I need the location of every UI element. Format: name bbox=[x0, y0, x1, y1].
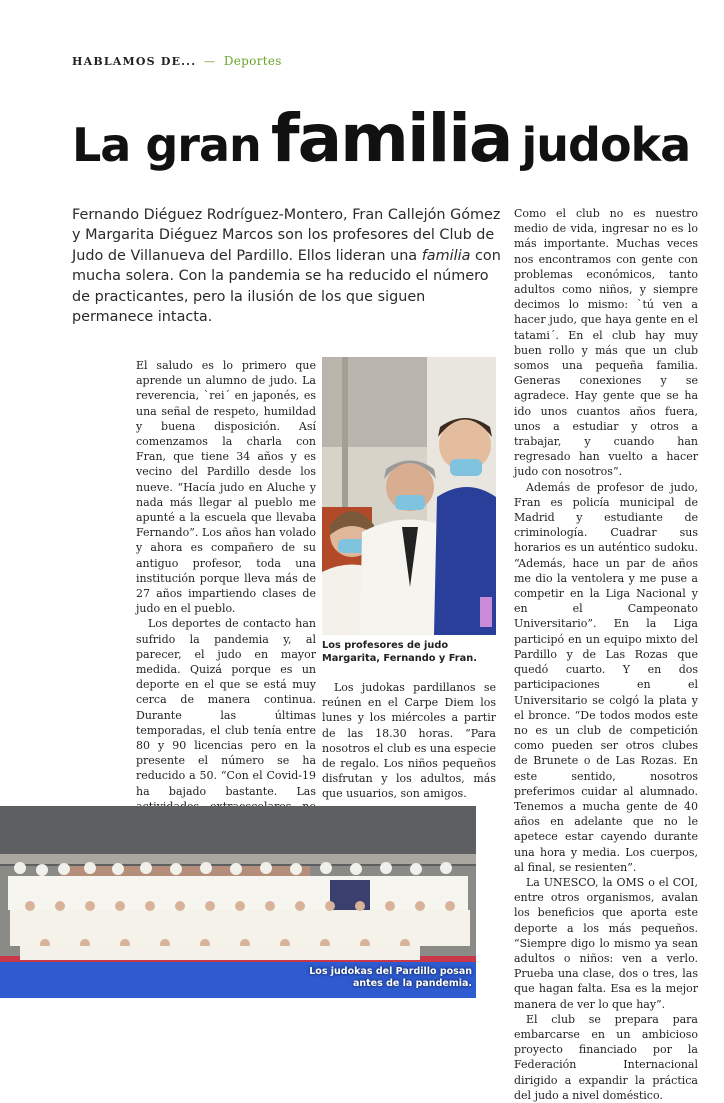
paragraph: La UNESCO, la OMS o el COI, entre otros organismos, avalan los beneficios que aporta este deporte a los más pequeños. “Siempre digo lo mismo ya sean adultos o niños: ven a verlo. Prueba una clase, dos o tres, las que hagan falta. Esa es la mejor manera de ver lo que hay”. bbox=[514, 875, 698, 1011]
group-photo-caption bbox=[309, 966, 472, 990]
paragraph: Además de profesor de judo, Fran es policía municipal de Madrid y estudiante de criminología. Cuadrar sus horarios es un auténtico sudoku. “Además, hace un par de años me dio la ventolera y me puse a competir en la Liga Nacional y en el Campeonato Universitario”. En la Liga participó en un equipo mixto del Pardillo y de Las Rozas que quedó cuarto. Y en dos participaciones en el Universitario se colgó la plata y el bronce. “De todos modos este no es un club de competición como pueden ser otros clubes de Brunete o de Las Rozas. En este sentido, nosotros preferimos cuidar al alumnado. Tenemos a mucha gente de 40 años en adelante que no le apetece estar cayendo durante una hora y media. Los cuerpos, al final, se resienten”. bbox=[514, 480, 698, 874]
paragraph: Como el club no es nuestro medio de vida, ingresar no es lo más importante. Muchas veces nos encontramos con gente con problemas económicos, tanto adultos como niños, y siempre decimos lo mismo: `tú ven a hacer judo, que haya gente en el tatami´. En el club hay muy buen rollo y más que un club somos una pequeña familia. Generas conexiones y se agradece. Hay gente que se ha ido unos cuantos años fuera, unos a estudiar y otros a trabajar, y cuando han regresado han vuelto a hacer judo con nosotros”. bbox=[514, 207, 698, 479]
article-lead bbox=[72, 205, 506, 327]
caption-line: antes de la pandemia. bbox=[352, 978, 472, 989]
section-header bbox=[72, 54, 282, 68]
article-title bbox=[72, 100, 690, 177]
body-column-3 bbox=[514, 206, 698, 1103]
lead-before: Fernando Diéguez Rodríguez-Montero, Fran Callejón Gómez y Margarita Diéguez Marcos son los profesores del Club de Judo de Villanueva del Pardillo. Ellos lideran una bbox=[72, 207, 501, 264]
teachers-photo-illustration bbox=[322, 357, 496, 635]
caption-line: Margarita, Fernando y Fran. bbox=[322, 652, 477, 664]
title-part-1: La gran bbox=[72, 118, 261, 172]
lead-emphasis: familia bbox=[421, 247, 471, 264]
teachers-photo bbox=[322, 357, 496, 635]
body-column-2 bbox=[322, 680, 496, 802]
section-topic: Deportes bbox=[223, 54, 282, 68]
lead-after: con mucha solera. Con la pandemia se ha reducido el número de practicantes, pero la ilusión de los que siguen permanece intacta. bbox=[72, 247, 501, 326]
title-part-3: judoka bbox=[521, 118, 691, 172]
paragraph: Los judokas pardillanos se reúnen en el Carpe Diem los lunes y los miércoles a partir de las 18.30 horas. “Para nosotros el club es una especie de regalo. Los niños pequeños disfrutan y los adultos, más que usuarios, son amigos. bbox=[322, 681, 497, 801]
paragraph: El saludo es lo primero que aprende un alumno de judo. La reverencia, `rei´ en japonés, es una señal de respeto, humildad y buena disposición. Así comenzamos la charla con Fran, que tiene 34 años y es vecino del Pardillo desde los nueve. “Hacía judo en Aluche y nada más llegar al pueblo me apunté a la escuela que llevaba Fernando”. Los años han volado y ahora es compañero de su antiguo profesor, toda una institución porque lleva más de 27 años impartiendo clases de judo en el pueblo. bbox=[136, 359, 316, 616]
caption-line: Los judokas del Pardillo posan bbox=[309, 966, 472, 977]
teachers-photo-caption bbox=[322, 640, 498, 665]
title-part-2: familia bbox=[270, 100, 512, 177]
section-dash: — bbox=[203, 55, 217, 68]
caption-line: Los profesores de judo bbox=[322, 640, 449, 651]
paragraph: El club se prepara para embarcarse en un ambicioso proyecto financiado por la Federación Internacional dirigido a expandir la práctica del judo a nivel doméstico. bbox=[514, 1012, 698, 1102]
paragraph: Los deportes de contacto han sufrido la pandemia y, al parecer, el judo en mayor medida. Quizá porque es un deporte en el que se está muy cerca de manera continua. Durante las últimas temporadas, el club tenía entre 80 y 90 licencias pero en la presente el número se ha reducido a 50. “Con el Covid-19 ha bajado bastante. Las bbox=[136, 617, 316, 798]
body-column-1 bbox=[136, 358, 316, 860]
section-kicker: HABLAMOS DE... bbox=[72, 55, 197, 68]
group-photo bbox=[0, 806, 476, 998]
